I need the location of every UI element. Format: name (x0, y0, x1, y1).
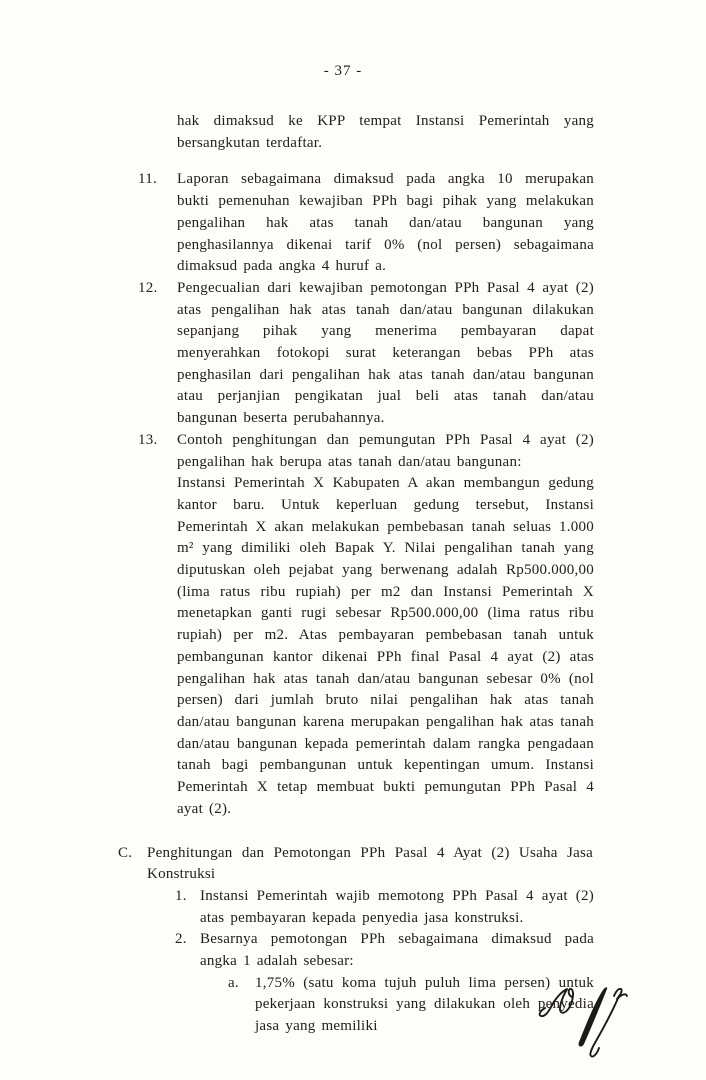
list-item-text (177, 430, 594, 821)
list-item-text: Besarnya pemotongan PPh sebagaimana dimaksud pada angka 1 adalah sebesar: (200, 931, 594, 970)
list-item-text: Pengecualian dari kewajiban pemotongan PPh Pasal 4 ayat (2) atas pengalihan hak atas tanah dan/atau bangunan dilakukan sepanjang pihak yang menerima pembayaran dapat menyerahkan fotokopi surat keterangan bebas PPh atas penghasilan dari pengalihan hak atas tanah dan/atau bangunan atau perjanjian pengikatan jual beli atas tanah dan/atau bangunan beserta perubahannya. (177, 279, 594, 427)
list-number: 1. (175, 887, 187, 904)
page-number: - 37 - (323, 63, 363, 79)
section-letter: C. (118, 844, 133, 861)
list-letter: a. (228, 974, 239, 991)
list-number: 2. (175, 931, 187, 948)
section-title: Penghitungan dan Pemotongan PPh Pasal 4 Ayat (2) Usaha Jasa Konstruksi (147, 844, 593, 883)
list-item-12 (138, 278, 594, 430)
list-number: 12. (138, 279, 158, 296)
list-item-text: 1,75% (satu koma tujuh puluh lima persen) untuk pekerjaan konstruksi yang dilakukan oleh penyedia jasa yang memiliki (255, 974, 594, 1035)
section-c-heading (118, 843, 593, 886)
paragraph-continuation: hak dimaksud ke KPP tempat Instansi Pemerintah yang bersangkutan terdaftar. (177, 113, 594, 151)
list-item-text: Instansi Pemerintah wajib memotong PPh Pasal 4 ayat (2) atas pembayaran kepada penyedia jasa konstruksi. (200, 887, 594, 926)
list-item-11 (138, 169, 594, 278)
list-item-13 (138, 430, 594, 821)
list-item-paragraph: Instansi Pemerintah X Kabupaten A akan membangun gedung kantor baru. Untuk keperluan gedung tersebut, Instansi Pemerintah X akan melakukan pembebasan tanah seluas 1.000 m² yang dimiliki oleh Bapak Y. Nilai pengalihan tanah yang diputuskan oleh pejabat yang berwenang adalah Rp500.000,00 (lima ratus ribu rupiah) per m2 dan Instansi Pemerintah X menetapkan ganti rugi sebesar Rp500.000,00 (lima ratus ribu rupiah) per m2. Atas pembayaran pembebasan tanah untuk pembangunan kantor dikenai PPh final Pasal 4 ayat (2) atas pengalihan hak atas tanah dan/atau bangunan sebesar 0% (nol persen) dari jumlah bruto nilai pengalihan hak atas tanah dan/atau bangunan karena merupakan pengalihan hak atas tanah dan/atau bangunan kepada pemerintah dalam rangka pengadaan tanah bagi pembangunan untuk kepentingan umum. Instansi Pemerintah X tetap membuat bukti pemungutan PPh Pasal 4 ayat (2). (177, 475, 594, 817)
document-body (0, 96, 706, 1038)
list-item-text: Laporan sebagaimana dimaksud pada angka 10 merupakan bukti pemenuhan kewajiban PPh bagi pihak yang melakukan pengalihan hak atas tanah dan/atau bangunan yang penghasilannya dikenai tarif 0% (nol persen) sebagaimana dimaksud pada angka 4 huruf a. (177, 171, 594, 275)
list-number: 11. (138, 171, 157, 188)
section-c-item-1 (175, 886, 594, 929)
list-number: 13. (138, 431, 158, 448)
signature-paraf-icon (531, 962, 649, 1060)
list-item-paragraph: Contoh penghitungan dan pemungutan PPh Pasal 4 ayat (2) pengalihan hak berupa atas tanah dan/atau bangunan: (177, 431, 594, 470)
